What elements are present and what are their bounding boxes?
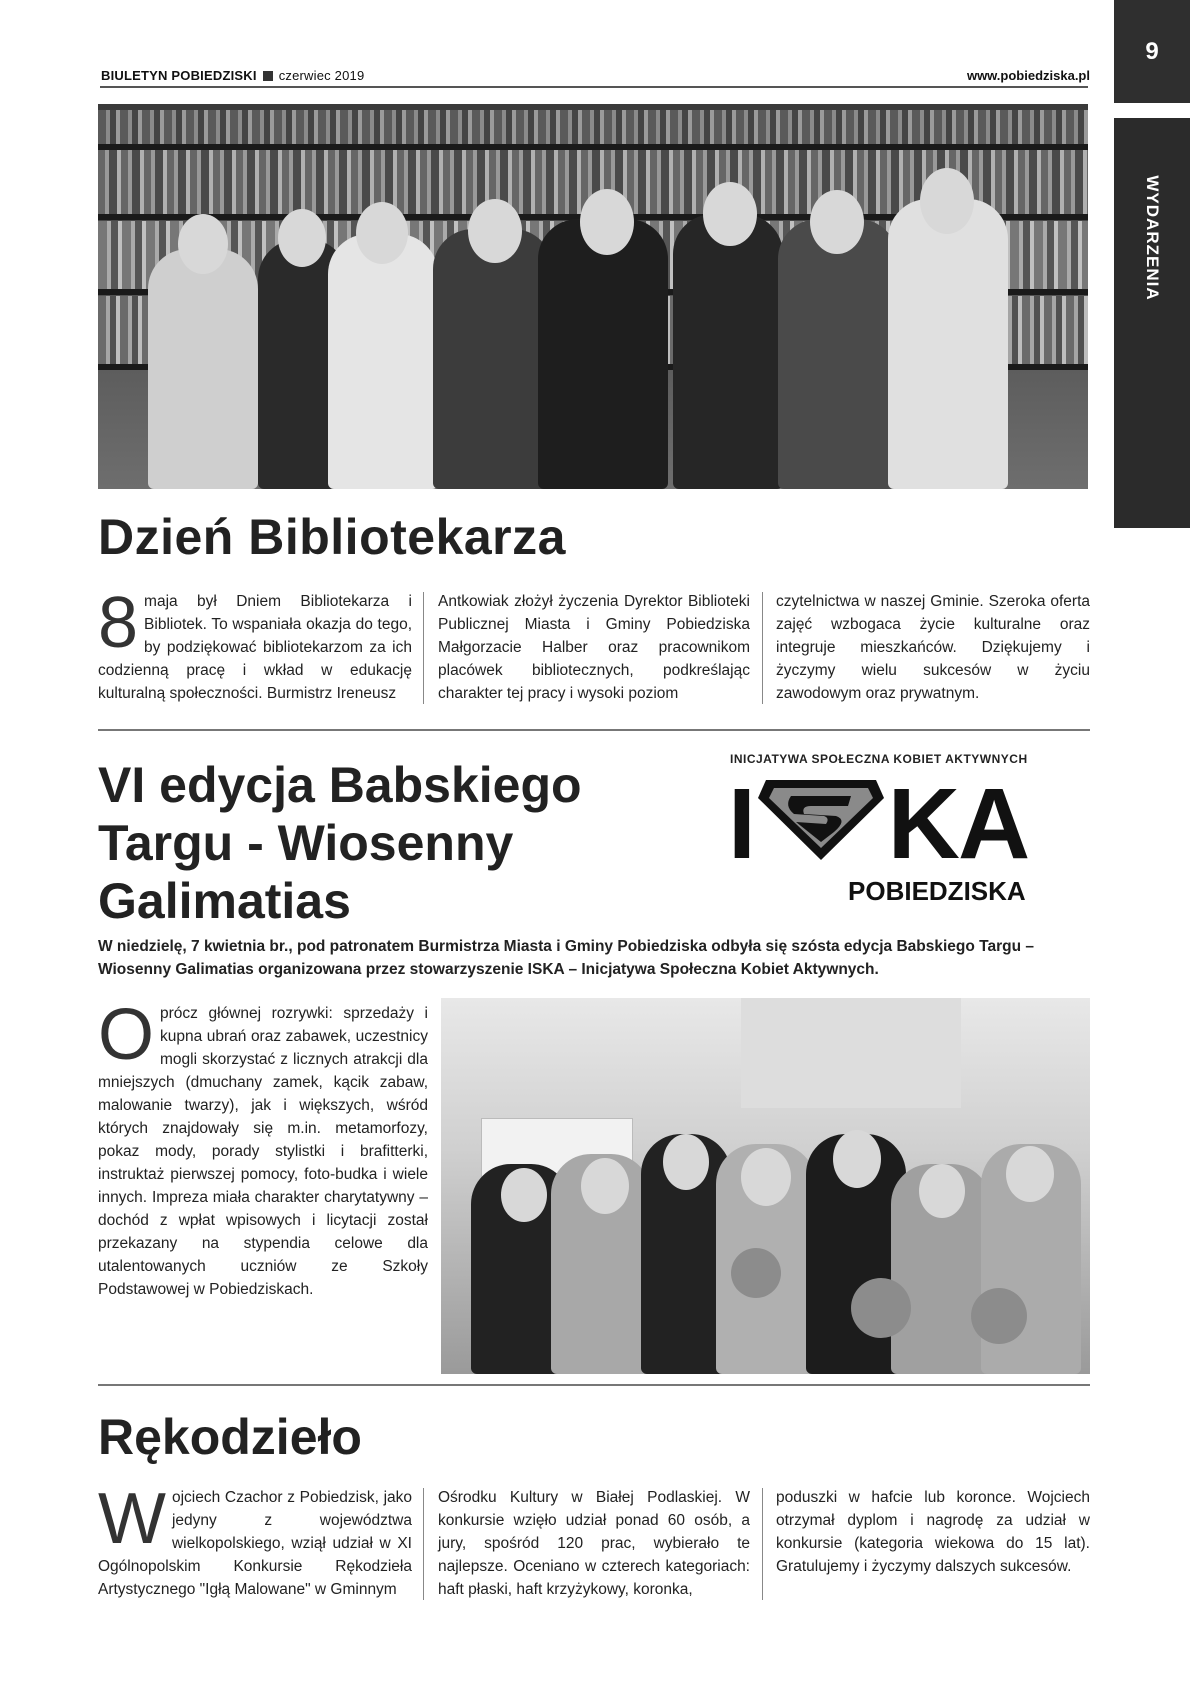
article-title-babski-targ: VI edycja Babskiego Targu - Wiosenny Galimatias [98,757,582,929]
article1-column-1 [98,583,412,705]
article3-column-2 [438,1486,750,1601]
article1-column-2 [438,590,750,705]
header-website[interactable]: www.pobiedziska.pl [966,68,1090,83]
article2-lead: W niedzielę, 7 kwietnia br., pod patronatem Burmistrza Miasta i Gminy Pobiedziska odbyła się szósta edycja Babskiego Targu – Wiosenny Galimatias organizowana przez stowarzyszenie ISKA – Inicjatywa Społeczna Kobiet Aktywnych. [98,938,1035,978]
page-number: 9 [1114,0,1190,103]
section-divider [98,1384,1090,1386]
article1-text-col2: Antkowiak złożył życzenia Dyrektor Biblioteki Publicznej Miasta i Gminy Pobiedziska Małgorzacie Halber oraz pracownikom placówek bibliotecznych, podkreślając charakter tej pracy i wysoki poziom [438,593,750,702]
article2-body-text: prócz głównej rozrywki: sprzedaży i kupna ubrań oraz zabawek, uczestnicy mogli skorzystać z licznych atrakcji dla mniejszych (dmuchany zamek, kącik zabaw, malowanie twarzy), jak i większych, wśród których znajdowały się m.in. metamorfozy, pokaz mody, porady stylistki i brafitterki, instruktaż pierwszej pomocy, foto-budka i wiele innych. Impreza miała charakter charytatywny – dochód z wpłat wpisowych i licytacji został przekazany na stypendia celowe dla utalentowanych uczniów ze Szkoły Podstawowej w Pobiedziskach. [98,1005,428,1298]
article1-column-3 [776,590,1090,705]
article2-dropcap: O [98,995,155,1075]
article2-body-column [98,995,428,1301]
section-tab [1114,118,1190,528]
issue-month: czerwiec 2019 [278,68,365,83]
header-divider [100,86,1088,88]
column-divider [423,592,424,704]
logo-letters-ka: KA [887,768,1029,880]
article1-dropcap: 8 [98,583,139,663]
article3-text-col3: poduszki w hafcie lub koronce. Wojciech otrzymał dyplom i nagrodę za udział w konkursie (kategoria wiekowa do 15 lat). Gratulujemy i życzymy dalszych sukcesów. [776,1489,1090,1575]
article3-text-col2: Ośrodku Kultury w Białej Podlaskiej. W konkursie wzięło udział ponad 60 osób, a jury, spośród 120 prac, wybierało te najlepsze. Oceniano w czterech kategoriach: haft płaski, haft krzyżykowy, koronka, [438,1489,750,1598]
article3-text-col1: ojciech Czachor z Pobiedzisk, jako jedyny z województwa wielkopolskiego, wziął udział w XI Ogólnopolskim Konkursie Rękodzieła Artystycznego "Igłą Malowane" w Gminnym [98,1489,412,1598]
article3-column-3 [776,1486,1090,1578]
column-divider [762,592,763,704]
column-divider [762,1488,763,1600]
article-title-rekodzielo: Rękodzieło [98,1409,362,1465]
library-group-photo [98,104,1088,489]
logo-letter-i: I [728,768,754,880]
publication-name: BIULETYN POBIEDZISKI [101,68,257,83]
header-publication [101,68,364,83]
logo-tagline: INICJATYWA SPOŁECZNA KOBIET AKTYWNYCH [730,752,1028,766]
logo-subtitle: POBIEDZISKA [848,876,1026,906]
section-divider [98,729,1090,731]
square-bullet-icon [263,71,273,81]
iska-logo [700,748,1050,911]
article3-column-1 [98,1479,412,1601]
iska-event-photo [441,998,1090,1374]
article-title-dzien-bibliotekarza: Dzień Bibliotekarza [98,509,566,565]
section-tab-label: WYDARZENIA [1143,175,1162,301]
article3-dropcap: W [98,1479,166,1559]
logo-wordmark [728,768,1029,880]
article1-text-col3: czytelnictwa w naszej Gminie. Szeroka oferta zajęć wzbogaca życie kulturalne oraz integruje mieszkańców. Dziękujemy i życzymy wielu sukcesów w życiu zawodowym oraz prywatnym. [776,593,1090,702]
article1-text-col1: maja był Dniem Bibliotekarza i Bibliotek. To wspaniała okazja do tego, by podziękować bibliotekarzom za ich codzienną pracę i wkład w edukację kulturalną społeczności. Burmistrz Ireneusz [98,593,412,702]
column-divider [423,1488,424,1600]
superman-shield-icon [756,776,886,862]
